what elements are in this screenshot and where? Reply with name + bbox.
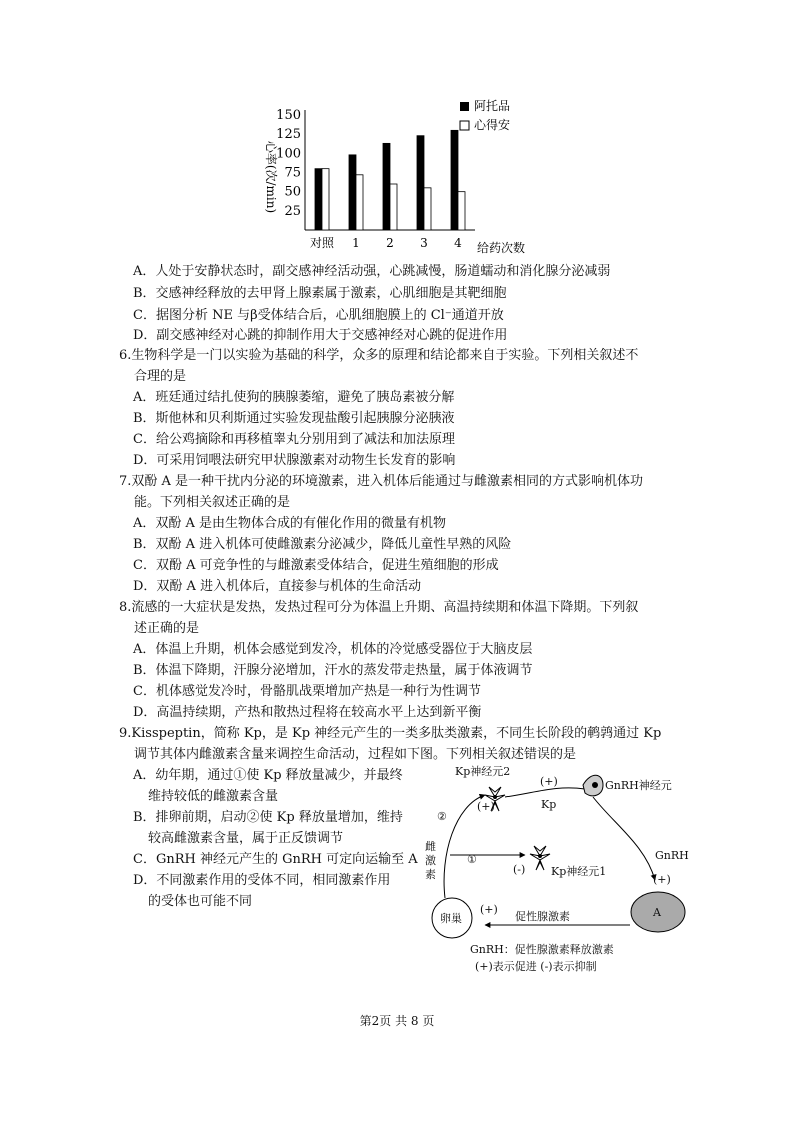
- kp-neuron-1-nucleus: [538, 854, 542, 858]
- q9-option-d-cont: 的受体也可能不同: [148, 894, 253, 909]
- q6-option-c: C．给公鸡摘除和再移植睾丸分别用到了减法和加法原理: [133, 432, 455, 447]
- y-tick-label: 50: [284, 184, 301, 200]
- bar-propranolol-3: [424, 188, 431, 230]
- gnrh-neuron-nucleus: [592, 782, 598, 788]
- estrogen-label-3: 素: [425, 868, 436, 881]
- x-tick-label: 对照: [309, 236, 335, 250]
- q7-stem-cont: 能。下列相关叙述正确的是: [134, 495, 291, 510]
- x-axis-title: 给药次数: [477, 241, 526, 255]
- bar-propranolol-0: [322, 169, 329, 230]
- y-tick-label: 25: [284, 203, 301, 219]
- kp-neuron-2-label: Kp神经元2: [455, 765, 511, 778]
- legend: [460, 98, 510, 132]
- gonadotropin-label: 促性腺激素: [515, 910, 570, 923]
- bar-propranolol-2: [390, 184, 397, 230]
- bar-atropine-4: [451, 130, 458, 230]
- bar-propranolol-1: [356, 175, 363, 230]
- y-tick-label: 75: [284, 165, 301, 181]
- kp-label: Kp: [541, 798, 557, 811]
- q5-option-a: A．人处于安静状态时，副交感神经活动强，心跳减慢，肠道蠕动和消化腺分泌减弱: [133, 264, 611, 279]
- q6-option-b: B．斯他林和贝利斯通过实验发现盐酸引起胰腺分泌胰液: [133, 411, 455, 426]
- x-tick-label: 2: [386, 236, 394, 250]
- q5-option-c: C．据图分析 NE 与β受体结合后，心肌细胞膜上的 Cl⁻通道开放: [133, 308, 504, 323]
- gnrh-neuron-label: GnRH神经元: [605, 779, 672, 792]
- q5-option-d: D．副交感神经对心跳的抑制作用大于交感神经对心跳的促进作用: [133, 328, 508, 343]
- circle-1-label: ①: [467, 853, 477, 866]
- y-tick-label: 125: [276, 127, 301, 143]
- y-tick-label: 150: [276, 108, 301, 123]
- note-gnrh-definition: GnRH：促性腺激素释放激素: [470, 943, 614, 956]
- q9-stem: 9.Kisspeptin，简称 Kp，是 Kp 神经元产生的一类多肽类激素，不同生长阶段的鹌鹑通过 Kp: [119, 726, 662, 741]
- note-plus-minus: (+)表示促进 (-)表示抑制: [475, 960, 597, 973]
- q9-option-a-cont: 维持较低的雌激素含量: [148, 789, 279, 804]
- circle-2-label: ②: [437, 810, 447, 823]
- q8-stem: 8.流感的一大症状是发热，发热过程可分为体温上升期、高温持续期和体温下降期。下列叙: [119, 600, 639, 615]
- q8-option-c: C．机体感觉发冷时，骨骼肌战栗增加产热是一种行为性调节: [133, 684, 481, 699]
- bar-atropine-0: [315, 169, 322, 230]
- estrogen-label-1: 雌: [425, 840, 436, 853]
- bar-atropine-2: [383, 143, 390, 230]
- kp1-minus: (-): [513, 863, 526, 876]
- x-tick-label: 3: [420, 236, 428, 250]
- kp2-plus: (+): [477, 800, 495, 813]
- bar-atropine-3: [417, 136, 424, 230]
- legend-swatch-atropine: [460, 102, 469, 111]
- q9-option-b: B．排卵前期，启动②使 Kp 释放量增加，维持: [133, 810, 403, 825]
- kp-neuron-1-label: Kp神经元1: [551, 865, 607, 878]
- kp-regulation-diagram: [415, 765, 715, 980]
- q9-option-d: D．不同激素作用的受体不同，相同激素作用: [133, 873, 391, 888]
- estrogen-label-2: 激: [425, 854, 436, 867]
- q9-option-b-cont: 较高雌激素含量，属于正反馈调节: [148, 831, 344, 846]
- q7-option-d: D．双酚 A 进入机体后，直接参与机体的生命活动: [133, 579, 422, 594]
- x-tick-label: 1: [352, 236, 360, 250]
- q7-stem: 7.双酚 A 是一种干扰内分泌的环境激素，进入机体后能通过与雌激素相同的方式影响机体功: [119, 474, 644, 489]
- x-tick-label: 4: [454, 236, 462, 250]
- q6-stem: 6.生物科学是一门以实验为基础的科学，众多的原理和结论都来自于实验。下列相关叙述不: [119, 348, 639, 363]
- a-plus: (+): [653, 873, 671, 886]
- q7-option-b: B．双酚 A 进入机体可使雌激素分泌减少，降低儿童性早熟的风险: [133, 537, 512, 552]
- q9-stem-cont: 调节其体内雌激素含量来调控生命活动，过程如下图。下列相关叙述错误的是: [134, 747, 577, 762]
- q9-option-a: A．幼年期，通过①使 Kp 释放量减少，并最终: [133, 768, 403, 783]
- q7-option-a: A．双酚 A 是由生物体合成的有催化作用的微量有机物: [133, 516, 447, 531]
- legend-label-atropine: 阿托品: [474, 99, 511, 113]
- q9-option-c: C．GnRH 神经元产生的 GnRH 可定向运输至 A: [133, 852, 418, 867]
- kp-neuron-2-nucleus: [493, 795, 497, 799]
- q7-option-c: C．双酚 A 可竞争性的与雌激素受体结合，促进生殖细胞的形成: [133, 558, 499, 573]
- q6-option-a: A．班廷通过结扎使狗的胰腺萎缩，避免了胰岛素被分解: [133, 390, 455, 405]
- a-label: A: [653, 906, 661, 919]
- bar-atropine-1: [349, 155, 356, 230]
- q5-option-b: B．交感神经释放的去甲肾上腺素属于激素，心肌细胞是其靶细胞: [133, 286, 507, 301]
- y-axis-title: 心率(次/min): [264, 140, 278, 214]
- q8-option-b: B．体温下降期，汗腺分泌增加，汗水的蒸发带走热量，属于体液调节: [133, 663, 533, 678]
- q8-option-a: A．体温上升期，机体会感觉到发冷，机体的冷觉感受器位于大脑皮层: [133, 642, 533, 657]
- q6-option-d: D．可采用饲喂法研究甲状腺激素对动物生长发育的影响: [133, 453, 456, 468]
- page-footer: 第2页 共 8 页: [359, 1014, 435, 1028]
- q8-option-d: D．高温持续期，产热和散热过程将在较高水平上达到新平衡: [133, 705, 482, 720]
- q6-stem-cont: 合理的是: [134, 369, 187, 384]
- legend-swatch-propranolol: [460, 121, 469, 130]
- legend-label-propranolol: 心得安: [474, 118, 511, 132]
- gnrh-plus: (+): [540, 775, 558, 788]
- q8-stem-cont: 述正确的是: [134, 621, 200, 636]
- gnrh-label: GnRH: [655, 849, 689, 862]
- ovary-plus: (+): [480, 903, 498, 916]
- bar-propranolol-4: [458, 192, 465, 230]
- heart-rate-bar-chart: [255, 95, 555, 265]
- y-tick-label: 100: [276, 146, 301, 162]
- ovary-label: 卵巢: [440, 912, 462, 925]
- kp-to-gnrh-axon: [505, 788, 585, 797]
